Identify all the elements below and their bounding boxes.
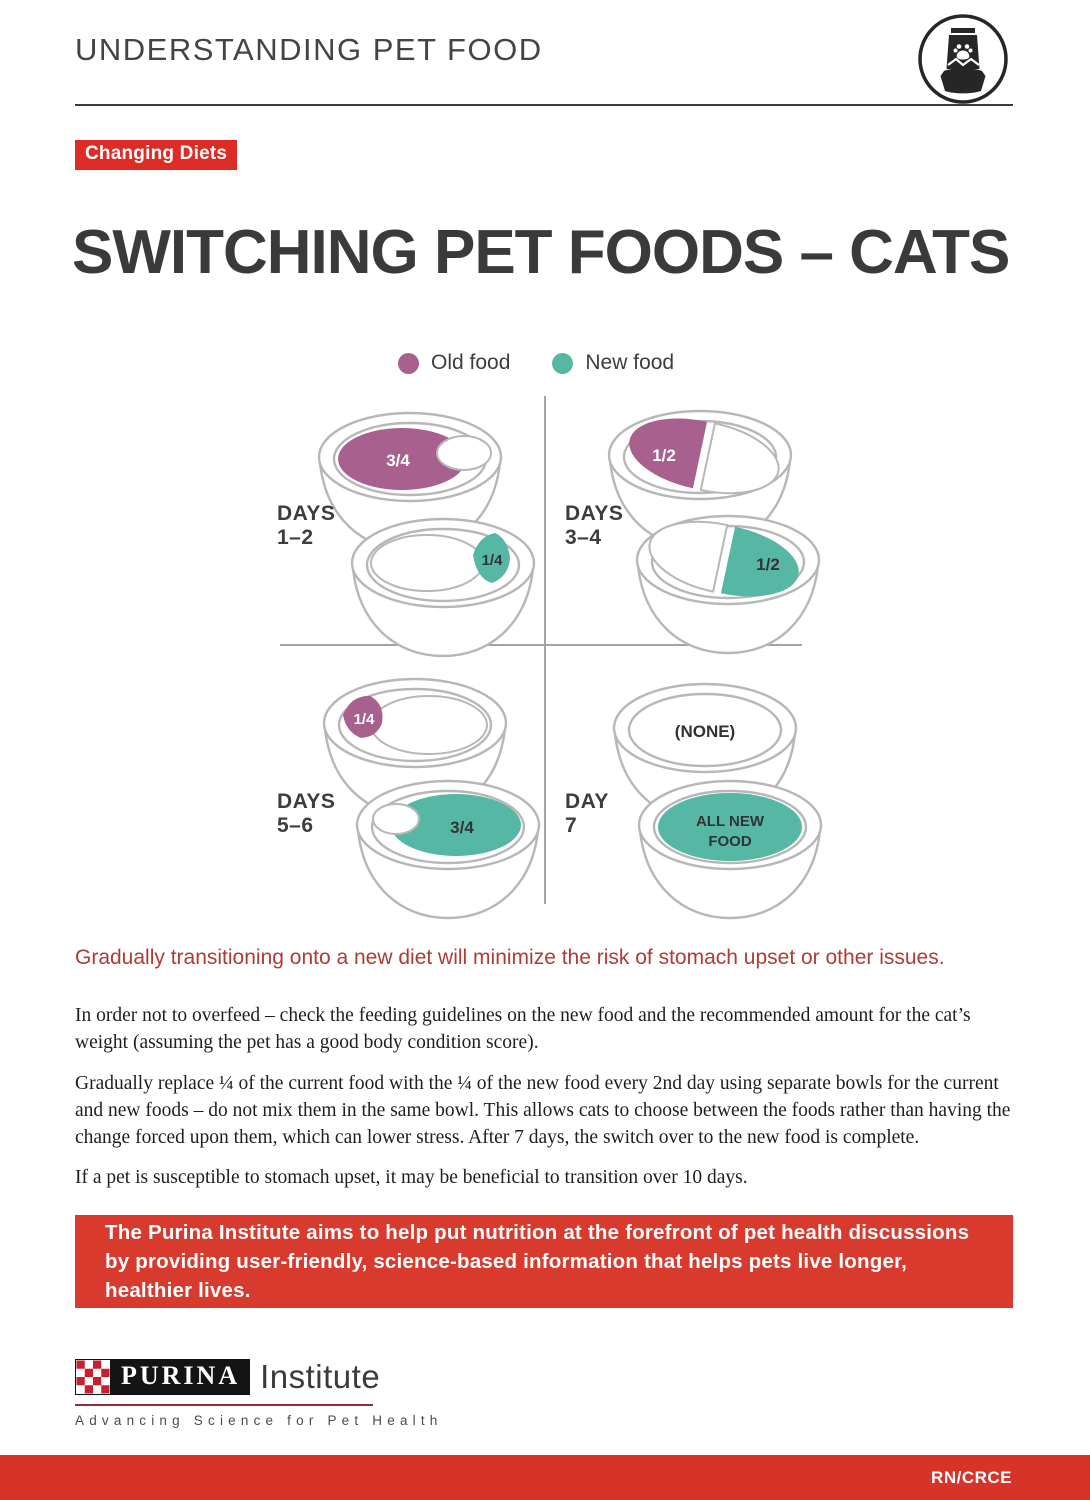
pet-food-bag-bowl-icon	[916, 12, 1010, 111]
portion-label: (NONE)	[674, 722, 736, 741]
new-food-dot-icon	[552, 353, 573, 374]
portion-label: 1/4	[481, 552, 503, 569]
logo-tagline: Advancing Science for Pet Health	[75, 1413, 443, 1428]
quadrant-label-day-7: DAY 7	[565, 790, 609, 838]
bowl-day7-new	[639, 781, 821, 918]
portion-label-line1: ALL NEW	[695, 813, 765, 830]
logo-divider	[75, 1404, 373, 1406]
legend	[398, 351, 674, 375]
section-badge: Changing Diets	[75, 140, 237, 170]
portion-label: 1/2	[756, 555, 780, 574]
legend-new-label: New food	[585, 351, 675, 374]
paragraph-1: In order not to overfeed – check the feeding guidelines on the new food and the recommended amount for the cat’s weight (assuming the pet has a good body condition score).	[75, 1005, 971, 1054]
page-title: SWITCHING PET FOODS – CATS	[72, 218, 1010, 287]
footer-bar	[0, 1455, 1090, 1500]
bowl-days5-6-new	[357, 781, 539, 918]
institute-wordmark: Institute	[260, 1358, 381, 1395]
purina-checkerboard-icon	[75, 1359, 111, 1395]
portion-label: 1/4	[353, 711, 375, 728]
portion-label: 3/4	[386, 451, 410, 470]
quadrant-label-days-1-2: DAYS 1–2	[277, 502, 336, 550]
purina-institute-logo	[75, 1358, 443, 1428]
legend-old-label: Old food	[431, 351, 511, 374]
header-divider	[75, 104, 1013, 106]
legend-item-new-food	[552, 351, 674, 375]
legend-item-old-food	[398, 351, 510, 375]
doc-code: RN/CRCE	[931, 1467, 1012, 1487]
banner-text: The Purina Institute aims to help put nutrition at the forefront of pet health discussions by providing user-friendly, science-based information that helps pets live longer, healthier lives.	[105, 1220, 970, 1303]
purina-wordmark: PURINA	[111, 1359, 250, 1395]
quadrant-label-days-3-4: DAYS 3–4	[565, 502, 624, 550]
callout-text: Gradually transitioning onto a new diet will minimize the risk of stomach upset or other issues.	[75, 946, 945, 969]
paragraph-3: If a pet is susceptible to stomach upset, it may be beneficial to transition over 10 days.	[75, 1167, 748, 1189]
portion-label: 3/4	[450, 818, 474, 837]
body-text	[75, 1002, 1017, 1205]
bowl-days1-2-new	[352, 519, 534, 656]
page-header-title: UNDERSTANDING PET FOOD	[75, 32, 543, 67]
paragraph-2: Gradually replace ¼ of the current food with the ¼ of the new food every 2nd day using separate bowls for the current and new foods – do not mix them in the same bowl. This allows cats to choose between the foods rather than having the change forced upon them, which can lower stress. After 7 days, the switch over to the new food is complete.	[75, 1072, 1011, 1149]
quadrant-label-days-5-6: DAYS 5–6	[277, 790, 336, 838]
purina-institute-banner	[75, 1215, 1013, 1308]
portion-label-line2: FOOD	[708, 833, 752, 850]
bowl-days3-4-new	[637, 510, 819, 653]
transition-diagram	[275, 392, 810, 907]
old-food-dot-icon	[398, 353, 419, 374]
portion-label: 1/2	[652, 446, 676, 465]
